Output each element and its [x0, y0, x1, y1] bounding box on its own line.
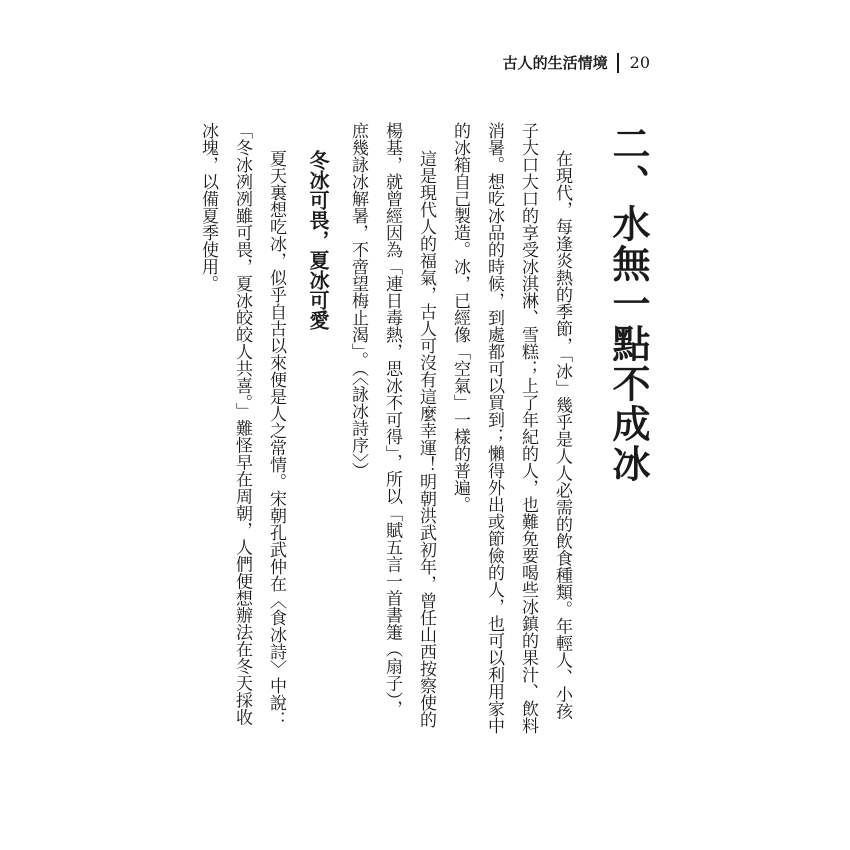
section-title: 二、水無一點不成冰	[606, 124, 651, 484]
page-number: 20	[629, 53, 650, 72]
paragraph-column: 冰塊，以備夏季使用。	[198, 122, 218, 292]
running-header	[503, 52, 650, 73]
paragraph-column: 庶幾詠冰解暑，不啻望梅止渴」。（〈詠冰詩序〉）	[348, 122, 368, 479]
paragraph-column: 這是現代人的福氣，古人可沒有這麼幸運！明朝洪武初年，曾任山西按察使的	[416, 150, 436, 728]
paragraph-column: 夏天裏想吃冰，似乎自古以來便是人之常情。宋朝孔武仲在〈食冰詩〉中說：	[266, 150, 286, 728]
paragraph-column: 楊基，就曾經因為「連日毒熱，思冰不可得」，所以「賦五言一首書箑（扇子），	[382, 122, 402, 717]
paragraph-column: 的冰箱自己製造。冰，已經像「空氣」一樣的普遍。	[450, 122, 470, 513]
paragraph-column: 消暑。想吃冰品的時候，到處都可以買到；懶得外出或節儉的人，也可以利用家中	[484, 122, 504, 734]
subsection-heading: 冬冰可畏，夏冰可愛	[306, 150, 330, 330]
paragraph-column: 在現代，每逢炎熱的季節，「冰」幾乎是人人必需的飲食種類。年輕人、小孩	[552, 150, 572, 720]
book-title: 古人的生活情境	[502, 54, 608, 72]
paragraph-column: 子大口大口的享受冰淇淋、雪糕；上了年紀的人，也難免要喝些冰鎮的果汁、飲料	[518, 122, 538, 734]
paragraph-column: 「冬冰冽冽雖可畏，夏冰皎皎人共喜。」難怪早在周朝，人們便想辦法在冬天採收	[232, 122, 252, 726]
header-divider	[617, 53, 619, 73]
